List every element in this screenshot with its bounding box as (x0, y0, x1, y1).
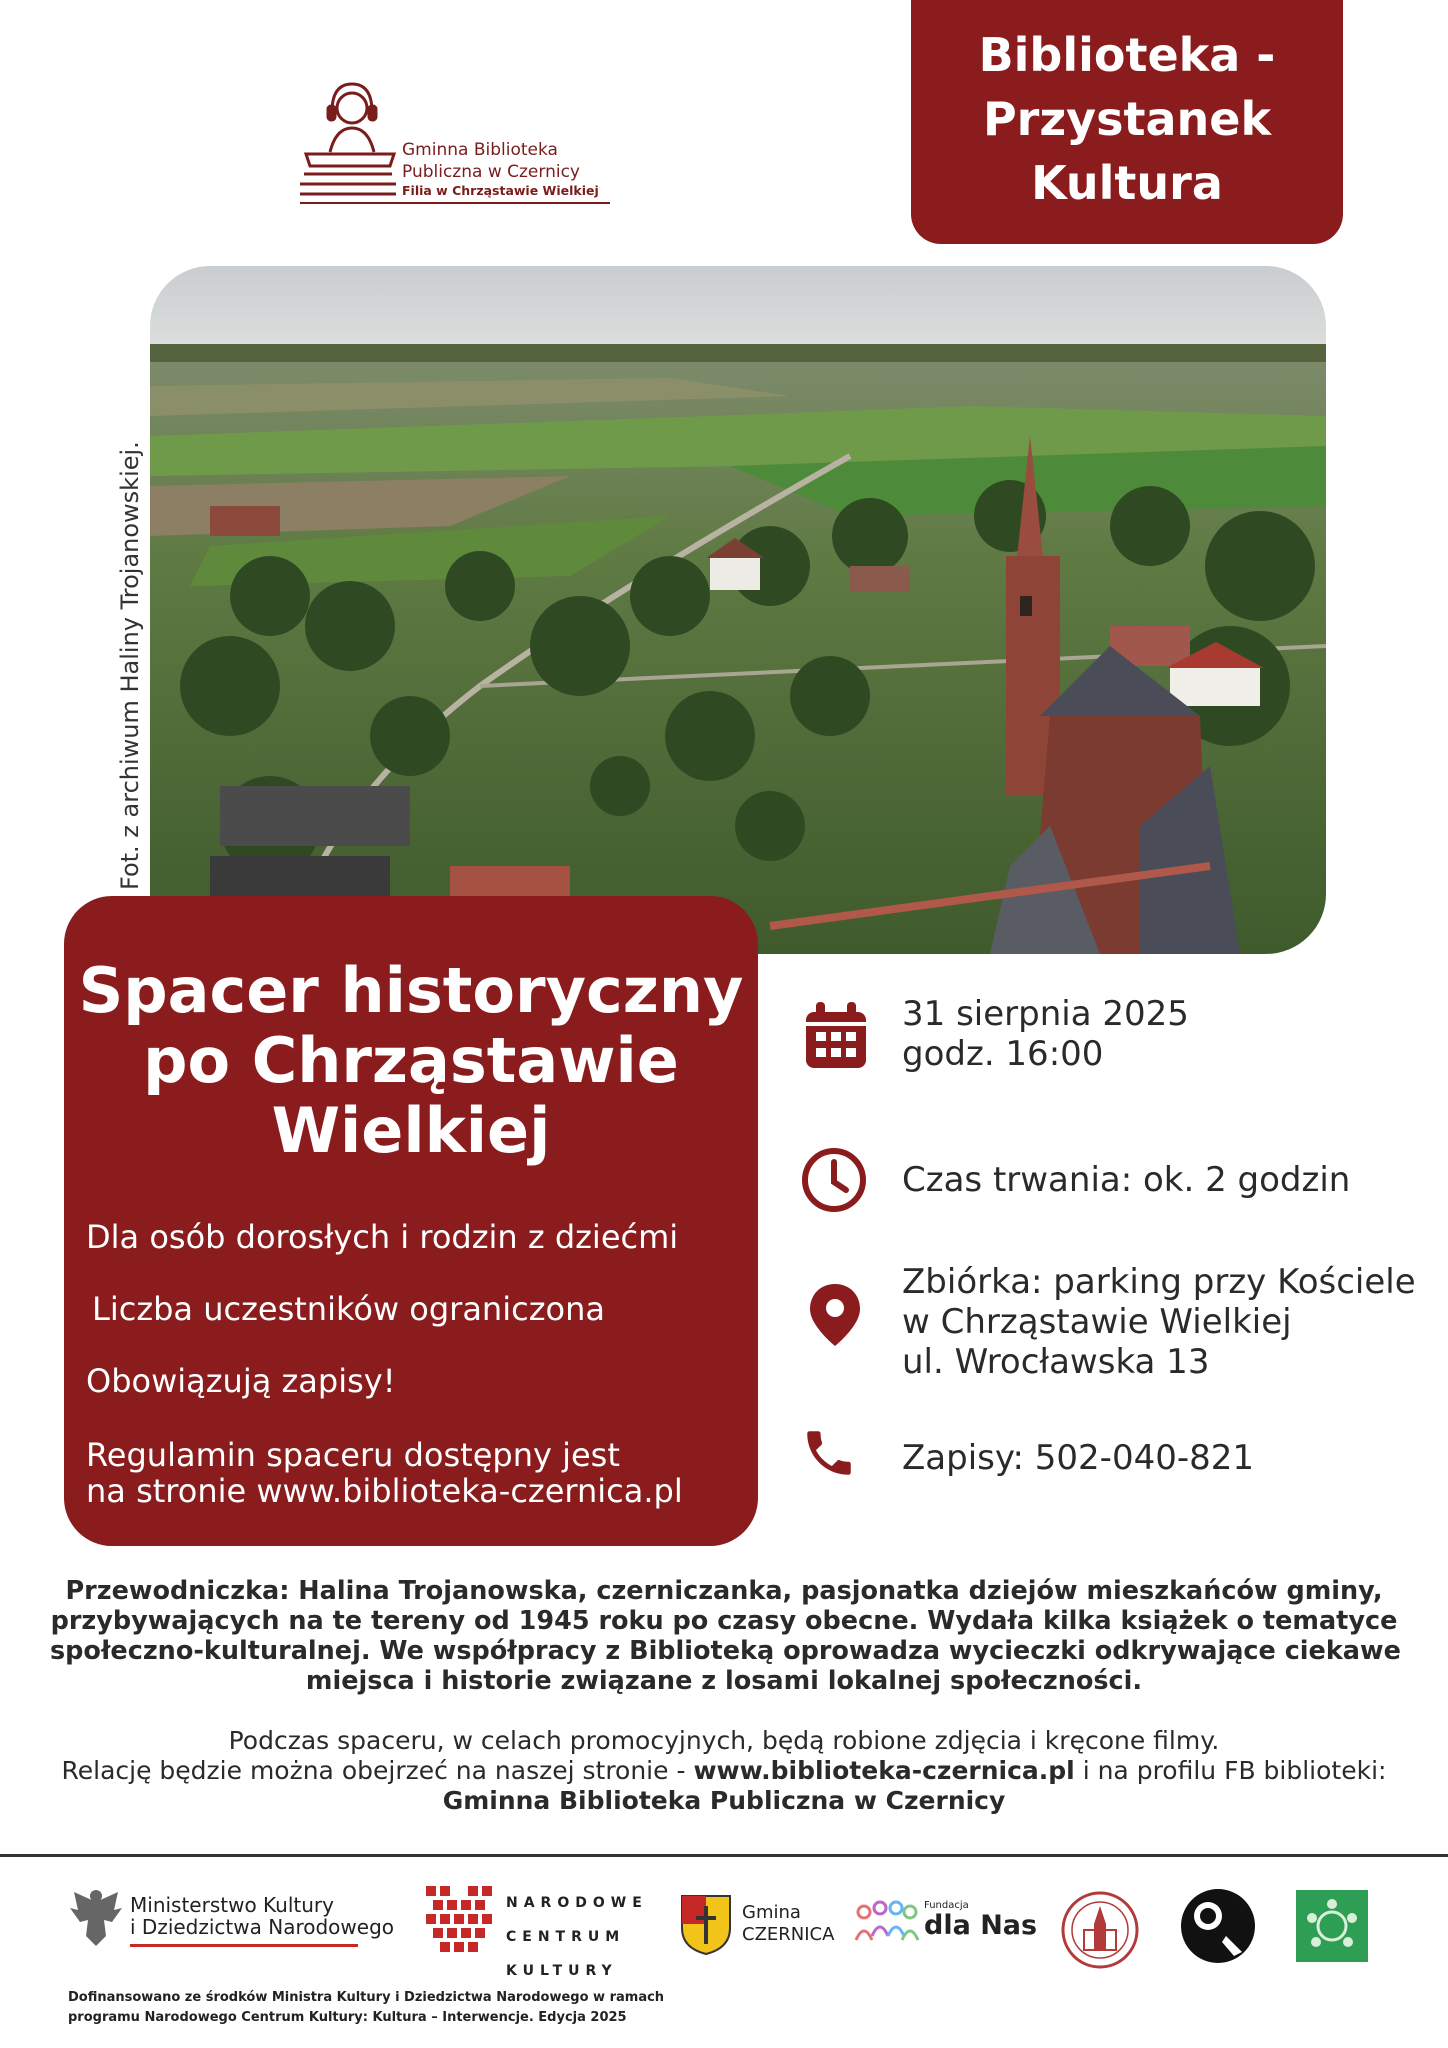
logo-line-2: Publiczna w Czernicy (402, 162, 580, 182)
gmina-line: Gmina (742, 1902, 801, 1923)
media-note (50, 1726, 1398, 1816)
map-pin-icon (808, 1282, 862, 1348)
website-link[interactable]: www.biblioteka-czernica.pl (693, 1756, 1075, 1785)
church-seal-icon (1060, 1890, 1140, 1970)
duration-text: Czas trwania: ok. 2 godzin (902, 1160, 1351, 1200)
logo-line-1: Gminna Biblioteka (402, 140, 558, 160)
meeting-line: ul. Wrocławska 13 (902, 1342, 1210, 1382)
kram-logo-icon (1178, 1886, 1258, 1966)
rules-text-line-1: Regulamin spaceru dostępny jest (86, 1436, 620, 1474)
photo-credit: Fot. z archiwum Haliny Trojanowskiej. (116, 441, 144, 890)
nck-line: KULTURY (506, 1963, 618, 1979)
fundacja-people-icon (854, 1900, 920, 1946)
event-time: godz. 16:00 (902, 1034, 1104, 1074)
gmina-line: CZERNICA (742, 1924, 835, 1945)
signup-required-text: Obowiązują zapisy! (86, 1362, 396, 1400)
note-line-1: Podczas spaceru, w celach promocyjnych, będą robione zdjęcia i kręcone filmy. (228, 1726, 1220, 1755)
ministry-line: i Dziedzictwa Narodowego (130, 1915, 394, 1939)
bio-line: miejsca i historie związane z losami lokalnej społeczności. (305, 1666, 1143, 1696)
title-line: Spacer historyczny (78, 954, 744, 1027)
event-title (64, 956, 758, 1166)
library-logo (296, 82, 616, 212)
badge-line: Przystanek (982, 92, 1272, 146)
date-time (902, 994, 1189, 1074)
fundacja-label: Fundacja (924, 1900, 969, 1911)
note-line-2 (50, 1756, 1398, 1786)
nck-line: NARODOWE (506, 1895, 648, 1911)
polish-eagle-icon (68, 1886, 124, 1948)
meeting-point (902, 1262, 1416, 1382)
event-box (64, 896, 758, 1546)
bio-line: Przewodniczka: Halina Trojanowska, czerniczanka, pasjonatka dziejów mieszkańców gminy, (65, 1576, 1383, 1606)
nck-logo-icon (426, 1886, 492, 1952)
rules-text-line-2: na stronie www.biblioteka-czernica.pl (86, 1472, 683, 1510)
footer-divider (0, 1854, 1448, 1857)
phone-text: Zapisy: 502-040-821 (902, 1438, 1255, 1478)
meeting-line: w Chrząstawie Wielkiej (902, 1302, 1292, 1342)
nck-name (506, 1886, 648, 1988)
title-line: Wielkiej (271, 1094, 551, 1167)
audience-text: Dla osób dorosłych i rodzin z dziećmi (86, 1218, 679, 1256)
note-post: i na profilu FB biblioteki: (1074, 1756, 1387, 1785)
bio-line: przybywających na te tereny od 1945 roku po czasy obecne. Wydała kilka książek o tematyce (50, 1606, 1398, 1636)
clock-icon (800, 1146, 868, 1214)
reader-headphones-icon (296, 82, 406, 204)
czernica-coat-of-arms-icon (680, 1894, 732, 1956)
aerial-photo (150, 266, 1326, 954)
logo-underline (300, 202, 610, 204)
nck-line: CENTRUM (506, 1929, 626, 1945)
ministry-flag-bar (130, 1944, 358, 1947)
funding-line: Dofinansowano ze środków Ministra Kultury i Dziedzictwa Narodowego w ramach (68, 1990, 665, 2005)
title-line: po Chrząstawie (143, 1024, 679, 1097)
program-badge (911, 0, 1343, 244)
fundacja-name-text: dla Nas (924, 1910, 1038, 1941)
gmina-name (742, 1902, 834, 1946)
ministry-name (130, 1894, 394, 1938)
green-organization-logo-icon (1296, 1890, 1368, 1962)
note-line-3: Gminna Biblioteka Publiczna w Czernicy (442, 1786, 1006, 1815)
funding-line: programu Narodowego Centrum Kultury: Kultura – Interwencje. Edycja 2025 (68, 2010, 627, 2025)
funding-note (68, 1988, 664, 2028)
calendar-icon (804, 1002, 868, 1070)
logo-line-3: Filia w Chrząstawie Wielkiej (402, 183, 599, 198)
badge-line: Kultura (1031, 156, 1223, 210)
badge-line: Biblioteka - (978, 28, 1276, 82)
phone-icon (800, 1424, 858, 1482)
ministry-line: Ministerstwo Kultury (130, 1893, 334, 1917)
meeting-line: Zbiórka: parking przy Kościele (902, 1262, 1416, 1302)
bio-line: społeczno-kulturalnej. We współpracy z Biblioteką oprowadza wycieczki odkrywające ciekawe (50, 1636, 1401, 1666)
fundacja-name (924, 1910, 1037, 1941)
guide-bio (50, 1576, 1401, 1696)
note-pre: Relację będzie można obejrzeć na naszej stronie - (61, 1756, 694, 1785)
village-aerial-image (150, 266, 1326, 954)
event-date: 31 sierpnia 2025 (902, 994, 1189, 1034)
participant-limit-text: Liczba uczestników ograniczona (92, 1290, 605, 1328)
